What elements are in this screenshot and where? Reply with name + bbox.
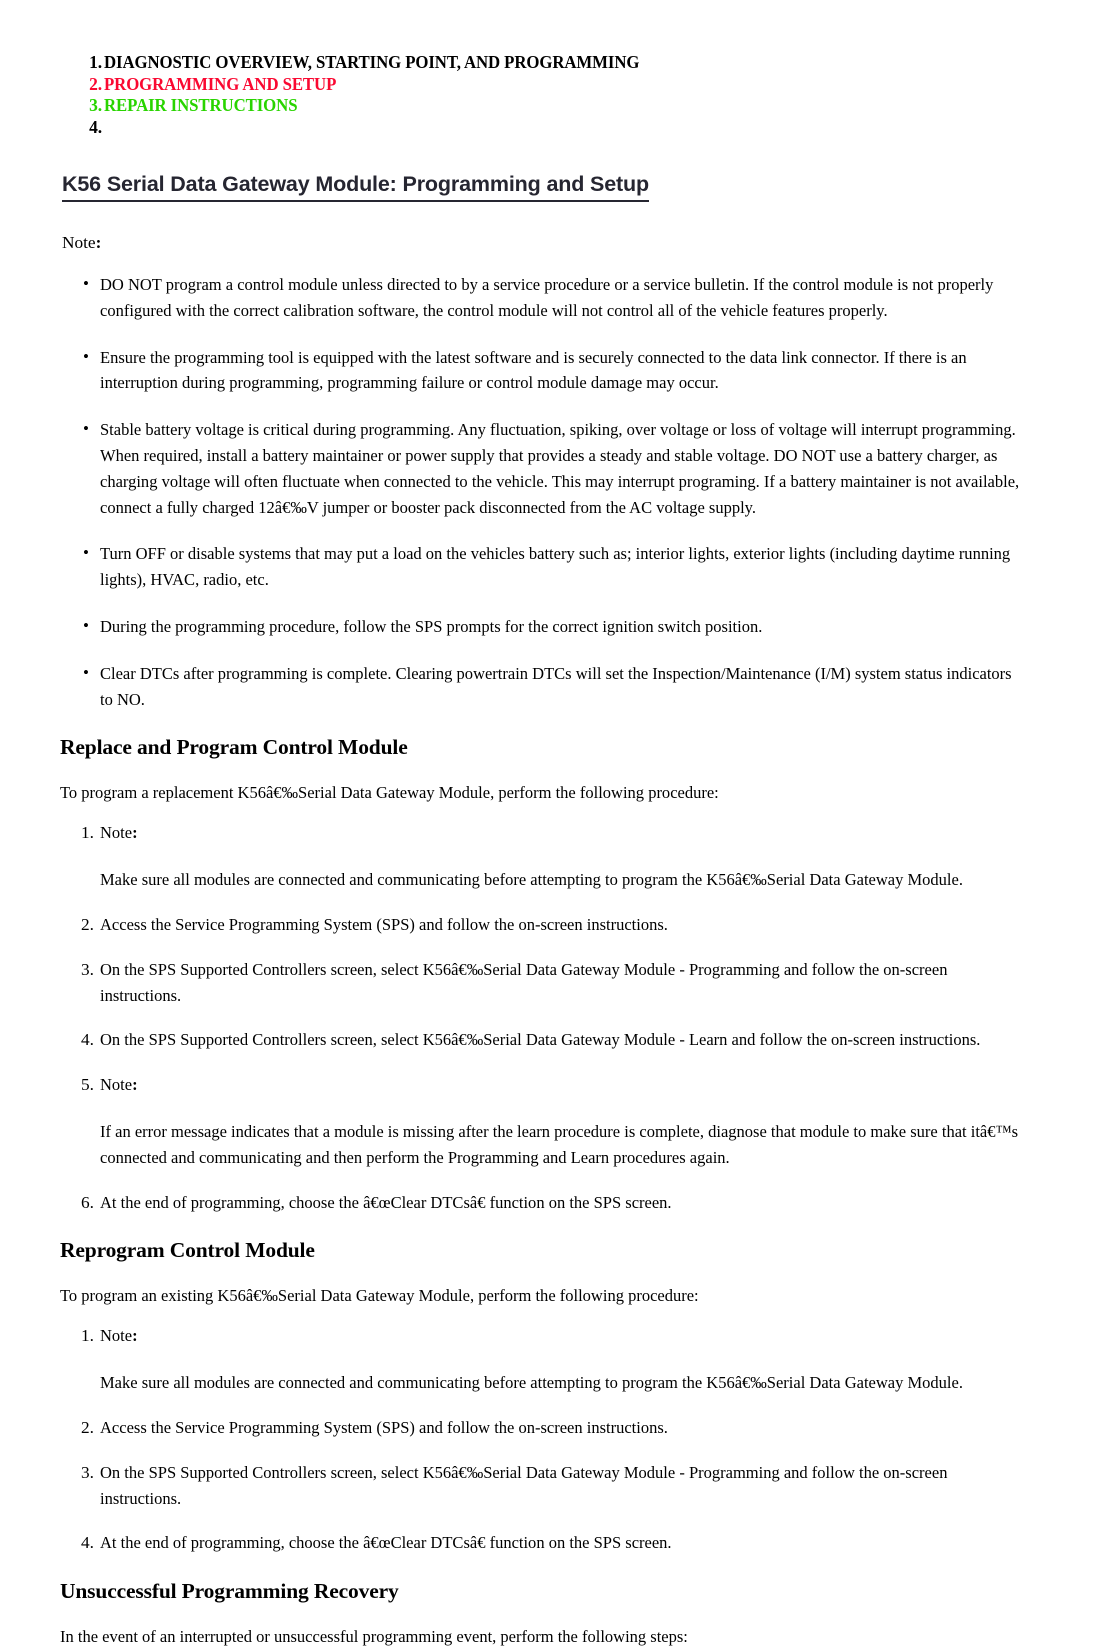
procedure-step-subtext: If an error message indicates that a module is missing after the learn procedure is complete, diagnose that module to make sure that itâ€™s connected and communicating and then perform the Programming and Learn procedures again. <box>100 1121 1019 1167</box>
procedure-step-text: Access the Service Programming System (SPS) and follow the on-screen instructions. <box>100 1417 668 1437</box>
procedure-step-item <box>0 1190 1112 1216</box>
procedure-step-list <box>0 820 1112 1215</box>
procedure-step-text: On the SPS Supported Controllers screen, select K56â€‰Serial Data Gateway Module - Programming and follow the on-screen instructions. <box>100 1462 948 1508</box>
procedure-step-number: 3. <box>81 1462 94 1482</box>
toc-item-label: PROGRAMMING AND SETUP <box>104 73 337 94</box>
procedure-step-colon: : <box>132 1326 138 1346</box>
procedure-step-item <box>0 1072 1112 1170</box>
note-bullet-item <box>0 345 1112 397</box>
procedure-step-body <box>100 1460 1026 1512</box>
procedure-step-text: On the SPS Supported Controllers screen, select K56â€‰Serial Data Gateway Module - Learn and follow the on-screen instructions. <box>100 1030 981 1050</box>
section-heading: Unsuccessful Programming Recovery <box>60 1579 399 1604</box>
procedure-step-body <box>100 1530 1026 1556</box>
toc-item-number: 2. <box>89 73 102 94</box>
note-label <box>62 232 1112 254</box>
note-word: Note <box>62 233 96 252</box>
procedure-step-item <box>0 1415 1112 1441</box>
procedure-step-colon: : <box>132 1075 138 1095</box>
procedure-step-number: 6. <box>81 1192 94 1212</box>
toc-item-3[interactable] <box>0 95 1112 117</box>
section-intro-text <box>60 781 1112 804</box>
procedure-step-item <box>0 1530 1112 1556</box>
procedure-step-number: 2. <box>81 914 94 934</box>
procedure-step-text: Access the Service Programming System (SPS) and follow the on-screen instructions. <box>100 914 668 934</box>
procedure-step-number: 5. <box>81 1075 94 1095</box>
note-colon: : <box>95 233 102 252</box>
toc-item-1[interactable] <box>0 52 1112 74</box>
procedure-step-body <box>100 1072 1026 1098</box>
section-heading: Replace and Program Control Module <box>60 735 408 760</box>
procedure-step-subtext: Make sure all modules are connected and communicating before attempting to program the K56â€‰Serial Data Gateway Module. <box>100 1373 963 1393</box>
note-bullet-item <box>0 417 1112 520</box>
toc-item-label: DIAGNOSTIC OVERVIEW, STARTING POINT, AND PROGRAMMING <box>104 52 640 72</box>
page-title: K56 Serial Data Gateway Module: Programming and Setup <box>62 171 649 202</box>
procedure-step-body <box>100 1323 1026 1349</box>
procedure-step-item <box>0 912 1112 938</box>
toc-item-number: 1. <box>89 52 102 72</box>
note-bullet-text: • Ensure the programming tool is equipped with the latest software and is securely connected to the data link connector. If there is an interruption during programming, programming failure or control module damage may occur. <box>100 347 967 393</box>
breadcrumb-toc-list <box>0 0 1112 138</box>
procedure-step-number: 4. <box>81 1533 94 1553</box>
procedure-step-item <box>0 1027 1112 1053</box>
section-intro-span: To program an existing K56â€‰Serial Data Gateway Module, perform the following procedure: <box>60 1286 699 1306</box>
procedure-step-body <box>100 957 1026 1009</box>
toc-item-number: 4. <box>89 116 102 137</box>
procedure-step-colon: : <box>132 823 138 843</box>
toc-item-number: 3. <box>89 95 102 115</box>
procedure-step-number: 3. <box>81 959 94 979</box>
sections-container <box>0 734 1112 1648</box>
procedure-step-text: Note <box>100 1326 133 1346</box>
section-intro-text <box>60 1284 1112 1307</box>
note-bullet-text: • Stable battery voltage is critical during programming. Any fluctuation, spiking, over voltage or loss of voltage will interrupt programming. When required, install a battery maintainer or power supply that provides a steady and stable voltage. DO NOT use a battery charger, as charging voltage will often fluctuate when connected to the vehicle. This may interrupt programing. If a battery maintainer is not available, connect a fully charged 12â€‰V jumper or booster pack disconnected from the AC voltage supply. <box>100 420 1020 517</box>
procedure-step-text: Note <box>100 823 133 843</box>
note-bullet-text: • DO NOT program a control module unless directed to by a service procedure or a service bulletin. If the control module is not properly configured with the correct calibration software, the control module will not control all of the vehicle features properly. <box>100 275 994 320</box>
procedure-step-text: At the end of programming, choose the â€œClear DTCsâ€ function on the SPS screen. <box>100 1192 672 1212</box>
toc-item-label: REPAIR INSTRUCTIONS <box>104 95 298 115</box>
procedure-step-item <box>0 957 1112 1009</box>
section-heading: Reprogram Control Module <box>60 1238 315 1263</box>
procedure-step-text: On the SPS Supported Controllers screen, select K56â€‰Serial Data Gateway Module - Programming and follow the on-screen instructions. <box>100 959 948 1005</box>
procedure-step-body <box>100 1190 1026 1216</box>
note-bullet-list <box>0 272 1112 712</box>
note-bullet-item <box>0 272 1112 324</box>
procedure-step-number: 2. <box>81 1417 94 1437</box>
procedure-step-body <box>100 912 1026 938</box>
procedure-step-item <box>0 1323 1112 1396</box>
procedure-step-body <box>100 820 1026 846</box>
procedure-step-body <box>100 1027 1026 1053</box>
note-bullet-text: • Turn OFF or disable systems that may put a load on the vehicles battery such as; interior lights, exterior lights (including daytime running lights), HVAC, radio, etc. <box>100 544 1011 590</box>
procedure-step-subtext: Make sure all modules are connected and communicating before attempting to program the K56â€‰Serial Data Gateway Module. <box>100 870 963 890</box>
procedure-step-item <box>0 1460 1112 1512</box>
procedure-step-item <box>0 820 1112 893</box>
section-intro-span: In the event of an interrupted or unsuccessful programming event, perform the following steps: <box>60 1627 688 1647</box>
toc-item-2[interactable] <box>0 74 1112 96</box>
note-bullet-text: • Clear DTCs after programming is complete. Clearing powertrain DTCs will set the Inspection/Maintenance (I/M) system status indicators to NO. <box>100 663 1012 709</box>
procedure-step-body <box>100 1415 1026 1441</box>
note-bullet-item <box>0 614 1112 640</box>
toc-item-4[interactable] <box>0 117 1112 139</box>
section-intro-span: To program a replacement K56â€‰Serial Data Gateway Module, perform the following procedure: <box>60 783 719 803</box>
note-bullet-item <box>0 541 1112 593</box>
procedure-step-number: 1. <box>81 1326 94 1346</box>
procedure-step-text: Note <box>100 1075 133 1095</box>
procedure-step-list <box>0 1323 1112 1556</box>
procedure-step-text: At the end of programming, choose the â€œClear DTCsâ€ function on the SPS screen. <box>100 1533 672 1553</box>
note-bullet-text: • During the programming procedure, follow the SPS prompts for the correct ignition switch position. <box>100 616 763 636</box>
section-intro-text <box>60 1625 1112 1648</box>
note-bullet-item <box>0 661 1112 713</box>
procedure-step-number: 1. <box>81 823 94 843</box>
procedure-step-number: 4. <box>81 1030 94 1050</box>
